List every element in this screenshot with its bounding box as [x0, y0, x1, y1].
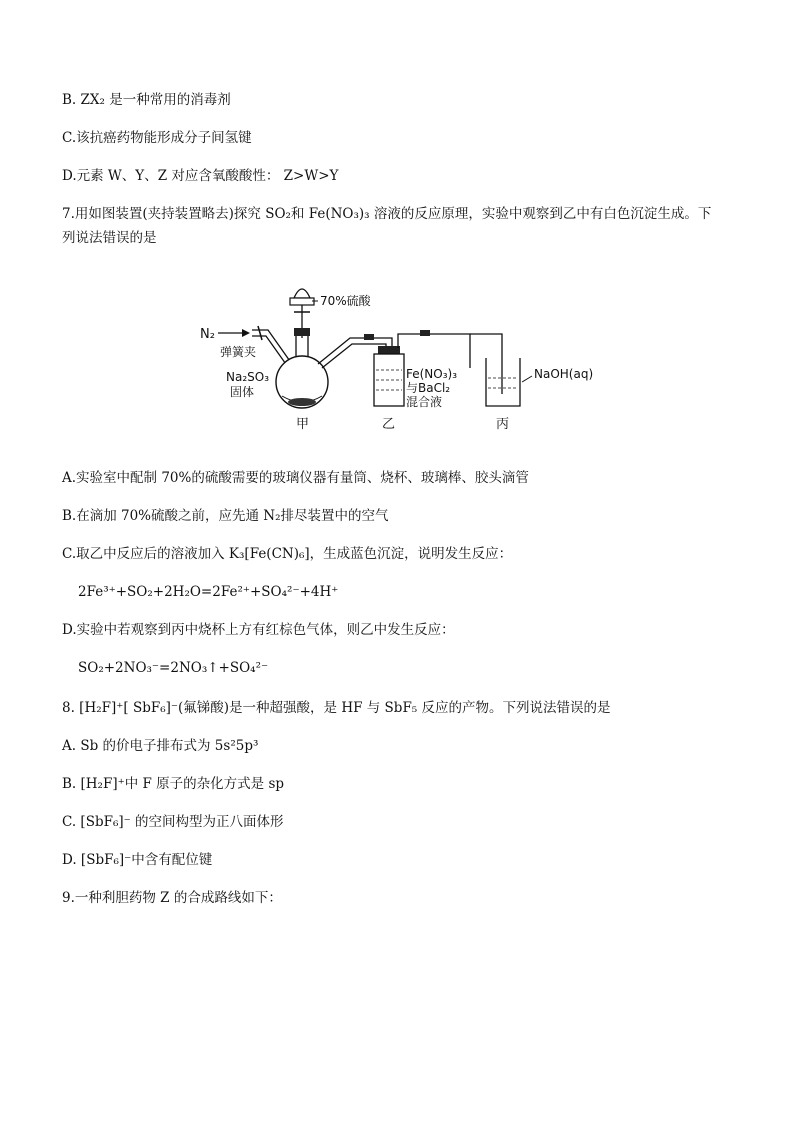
flask-caption: 甲: [296, 417, 310, 432]
mix-label-2: 与BaCl₂: [406, 381, 451, 395]
q6-option-d: D.元素 W、Y、Z 对应含氧酸酸性： Z>W>Y: [62, 168, 339, 184]
q7-stem-line1: 7.用如图装置(夹持装置略去)探究 SO₂和 Fe(NO₃)₃ 溶液的反应原理，实验中观察到乙中有白色沉淀生成。下: [62, 206, 712, 222]
funnel-bulb: [294, 289, 310, 298]
tube-joint-2: [420, 330, 430, 336]
q8-stem: 8. [H₂F]⁺[ SbF₆]⁻(氟锑酸)是一种超强酸，是 HF 与 SbF₅ 反应的产物。下列说法错误的是: [62, 700, 611, 716]
q8-option-c: C. [SbF₆]⁻ 的空间构型为正八面体形: [62, 814, 284, 830]
tube-joint-1: [364, 334, 374, 340]
acid-label: 70%硫酸: [320, 294, 371, 308]
mix-label-3: 混合液: [406, 395, 443, 409]
solid-label-2: 固体: [230, 385, 255, 399]
clamp-label: 弹簧夹: [220, 345, 257, 359]
naoh-label: NaOH(aq): [534, 367, 594, 381]
q8-option-a: A. Sb 的价电子排布式为 5s²5p³: [62, 738, 259, 754]
funnel-body: [290, 298, 314, 305]
q7-option-b: B.在滴加 70%硫酸之前，应先通 N₂排尽装置中的空气: [62, 508, 389, 524]
q9-stem: 9.一种利胆药物 Z 的合成路线如下：: [62, 890, 282, 906]
n2-label: N₂: [200, 327, 215, 342]
q7-option-a: A.实验室中配制 70%的硫酸需要的玻璃仪器有量筒、烧杯、玻璃棒、胶头滴管: [62, 470, 529, 486]
q7-option-d-equation: SO₂+2NO₃⁻=2NO₃↑+SO₄²⁻: [78, 660, 269, 676]
bottle-outlet-tube: [398, 334, 470, 368]
beaker: [486, 358, 520, 406]
q7-stem-line2: 列说法错误的是: [62, 230, 157, 246]
flask-stopper: [294, 328, 310, 336]
q8-option-b: B. [H₂F]⁺中 F 原子的杂化方式是 sp: [62, 776, 285, 792]
q7-option-c: C.取乙中反应后的溶液加入 K₃[Fe(CN)₆]，生成蓝色沉淀，说明发生反应：: [62, 546, 513, 562]
solid-label-1: Na₂SO₃: [226, 370, 270, 384]
q7-option-d: D.实验中若观察到丙中烧杯上方有红棕色气体，则乙中发生反应：: [62, 622, 455, 638]
q8-option-d: D. [SbF₆]⁻中含有配位键: [62, 852, 213, 868]
flask-neck: [296, 336, 308, 358]
q6-option-b: B. ZX₂ 是一种常用的消毒剂: [62, 92, 231, 108]
flask-solid-fill: [288, 398, 316, 406]
bottle-caption: 乙: [382, 417, 396, 432]
spring-clamp: [258, 326, 262, 340]
mix-label-1: Fe(NO₃)₃: [406, 367, 458, 381]
q6-option-c: C.该抗癌药物能形成分子间氢键: [62, 130, 252, 146]
q7-option-c-equation: 2Fe³⁺+SO₂+2H₂O=2Fe²⁺+SO₄²⁻+4H⁺: [78, 584, 339, 600]
n2-arrowhead: [242, 329, 250, 337]
q7-apparatus-figure: [190, 278, 600, 436]
beaker-caption: 丙: [496, 417, 510, 432]
naoh-pointer: [522, 376, 532, 382]
bottle-stopper: [378, 346, 400, 354]
